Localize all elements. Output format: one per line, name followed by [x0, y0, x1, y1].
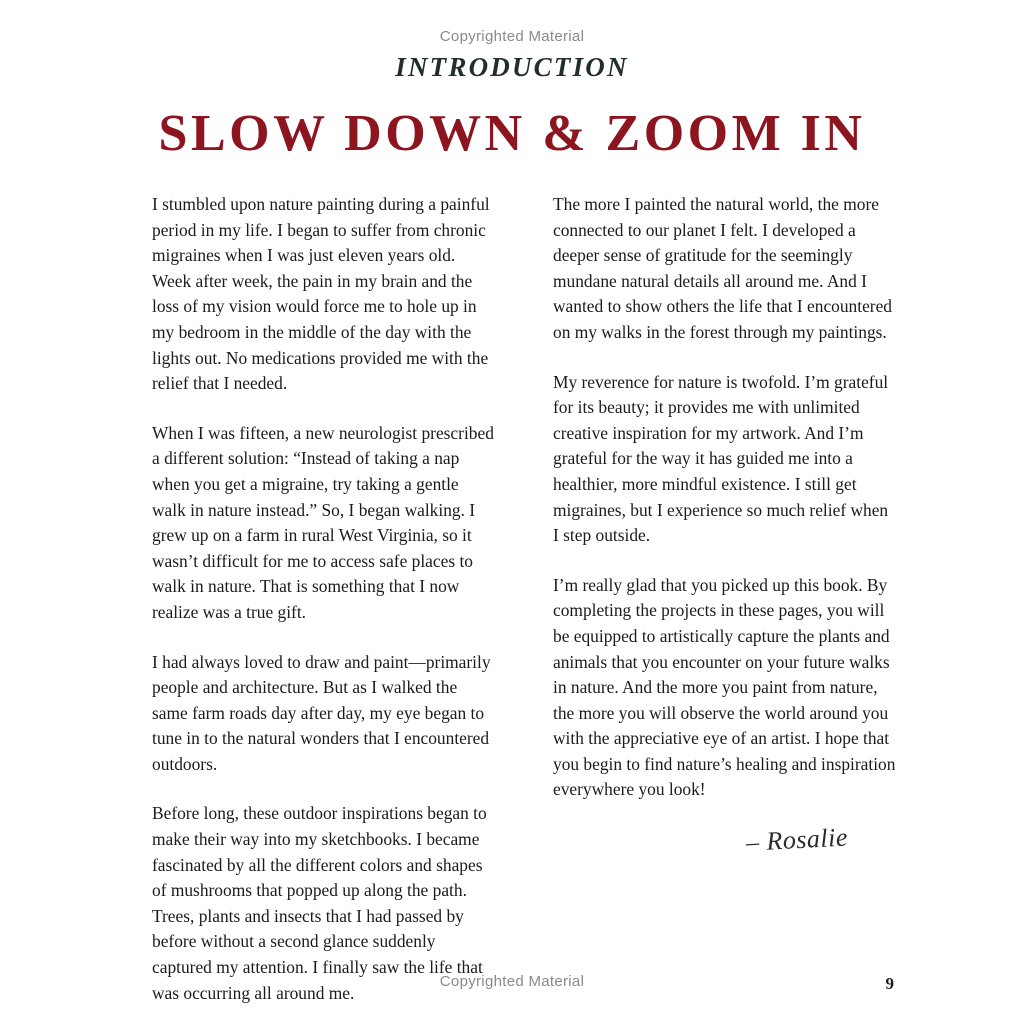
left-column [152, 192, 495, 1006]
paragraph: Before long, these outdoor inspirations began to make their way into my sketchbooks. I became fascinated by all the different colors and shapes of mushrooms that popped up along the path. Trees, plants and insects that I had passed by before without a second glance suddenly captured my attention. I finally saw the life that was occurring all around me. [152, 803, 487, 1003]
copyright-watermark-bottom: Copyrighted Material [439, 973, 585, 990]
copyright-watermark-top: Copyrighted Material [439, 28, 585, 45]
body-columns [152, 192, 896, 1006]
paragraph: The more I painted the natural world, the more connected to our planet I felt. I developed a deeper sense of gratitude for the seemingly mundane natural details all around me. And I wanted to show others the life that I encountered on my walks in the forest through my paintings. [553, 194, 893, 342]
paragraph: I’m really glad that you picked up this book. By completing the projects in these pages, you will be equipped to artistically capture the plants and animals that you encounter on your future walks in nature. And the more you paint from nature, the more you will observe the world around you with the appreciative eye of an artist. I hope that you begin to find nature’s healing and inspiration everywhere you look! [553, 574, 896, 800]
paragraph: I had always loved to draw and paint—primarily people and architecture. But as I walked the same farm roads day after day, my eye began to tune in to the natural wonders that I encountered outdoors. [152, 651, 491, 774]
page-title: SLOW DOWN & ZOOM IN [158, 105, 866, 162]
paragraph: When I was fifteen, a new neurologist prescribed a different solution: “Instead of taking a nap when you get a migraine, try taking a gentle walk in nature instead.” So, I began walking. I grew up on a farm in rural West Virginia, so it wasn’t difficult for me to access safe places to walk in nature. That is something that I now realize was a true gift. [152, 422, 494, 622]
author-signature: – Rosalie [745, 822, 849, 857]
section-eyebrow: INTRODUCTION [395, 52, 629, 82]
paragraph: I stumbled upon nature painting during a painful period in my life. I began to suffer from chronic migraines when I was just eleven years old. Week after week, the pain in my brain and the loss of my vision would force me to hole up in my bedroom in the middle of the day with the lights out. No medications provided me with the relief that I needed. [152, 194, 490, 394]
right-column [553, 192, 896, 1006]
paragraph: My reverence for nature is twofold. I’m grateful for its beauty; it provides me with unlimited creative inspiration for my artwork. And I’m grateful for the way it has guided me into a healthier, more mindful existence. I still get migraines, but I experience so much relief when I step outside. [553, 371, 889, 546]
page-number: 9 [885, 974, 894, 993]
